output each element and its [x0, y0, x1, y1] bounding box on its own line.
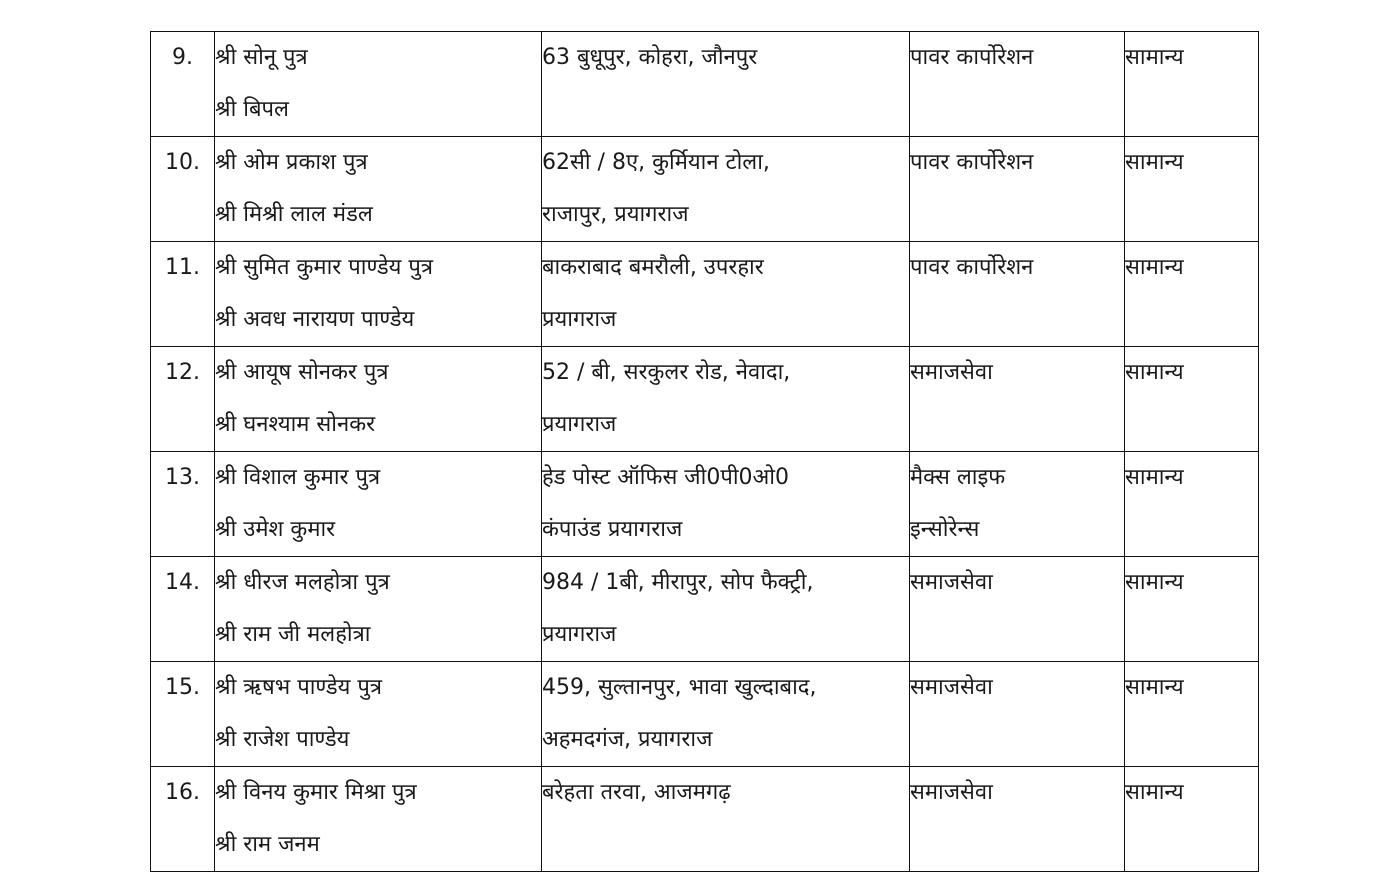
serial-number-cell — [151, 767, 215, 872]
organization-line-2 — [910, 819, 1124, 871]
serial-number-cell — [151, 347, 215, 452]
table-row — [151, 557, 1259, 662]
table-row — [151, 137, 1259, 242]
address-cell — [542, 137, 910, 242]
address-line-2: प्रयागराज — [542, 622, 617, 647]
serial-number-cell — [151, 662, 215, 767]
table-row — [151, 662, 1259, 767]
category: सामान्य — [1125, 150, 1184, 175]
organization-line-2: इन्सोरेन्स — [910, 517, 980, 542]
organization-cell — [910, 242, 1125, 347]
address-line-2: प्रयागराज — [542, 412, 617, 437]
address-line-1: 984 / 1बी, मीरापुर, सोप फैक्ट्री, — [542, 570, 814, 595]
organization-line-1: पावर कार्पोरेशन — [910, 255, 1034, 280]
address-line-2: प्रयागराज — [542, 307, 617, 332]
father-name: श्री घनश्याम सोनकर — [215, 412, 376, 437]
address-cell — [542, 242, 910, 347]
serial-number: 11. — [165, 255, 200, 280]
serial-number-cell — [151, 557, 215, 662]
address-line-2: अहमदगंज, प्रयागराज — [542, 727, 713, 752]
serial-number: 15. — [165, 675, 200, 700]
table-row — [151, 32, 1259, 137]
table-row — [151, 452, 1259, 557]
organization-line-2 — [910, 714, 1124, 766]
name-cell — [215, 347, 542, 452]
organization-line-1: पावर कार्पोरेशन — [910, 45, 1034, 70]
father-name: श्री मिश्री लाल मंडल — [215, 202, 373, 227]
table-row — [151, 242, 1259, 347]
category-cell — [1125, 557, 1259, 662]
address-line-1: 459, सुल्तानपुर, भावा खुल्दाबाद, — [542, 675, 817, 700]
organization-cell — [910, 557, 1125, 662]
name-cell — [215, 557, 542, 662]
organization-line-1: समाजसेवा — [910, 570, 993, 595]
address-line-2 — [542, 84, 909, 136]
address-cell — [542, 557, 910, 662]
organization-line-1: समाजसेवा — [910, 360, 993, 385]
address-line-2: राजापुर, प्रयागराज — [542, 202, 689, 227]
address-line-1: 52 / बी, सरकुलर रोड, नेवादा, — [542, 360, 791, 385]
serial-number: 9. — [172, 45, 193, 70]
records-table — [150, 31, 1259, 872]
serial-number: 14. — [165, 570, 200, 595]
name-cell — [215, 242, 542, 347]
serial-number-cell — [151, 137, 215, 242]
father-name: श्री राम जनम — [215, 832, 320, 857]
address-line-2: कंपाउंड प्रयागराज — [542, 517, 683, 542]
organization-line-1: समाजसेवा — [910, 675, 993, 700]
father-name: श्री अवध नारायण पाण्डेय — [215, 307, 415, 332]
name-cell — [215, 32, 542, 137]
name-cell — [215, 662, 542, 767]
category: सामान्य — [1125, 675, 1184, 700]
category-cell — [1125, 32, 1259, 137]
organization-cell — [910, 347, 1125, 452]
person-name: श्री ऋषभ पाण्डेय पुत्र — [215, 675, 383, 700]
category-cell — [1125, 137, 1259, 242]
father-name: श्री उमेश कुमार — [215, 517, 336, 542]
address-line-1: हेड पोस्ट ऑफिस जी0पी0ओ0 — [542, 465, 790, 490]
organization-line-2 — [910, 189, 1124, 241]
address-cell — [542, 452, 910, 557]
organization-line-2 — [910, 399, 1124, 451]
address-line-1: 62सी / 8ए, कुर्मियान टोला, — [542, 150, 770, 175]
address-line-1: बाकराबाद बमरौली, उपरहार — [542, 255, 764, 280]
serial-number: 16. — [165, 780, 200, 805]
serial-number: 10. — [165, 150, 200, 175]
category: सामान्य — [1125, 255, 1184, 280]
organization-cell — [910, 32, 1125, 137]
name-cell — [215, 137, 542, 242]
address-line-1: 63 बुधूपुर, कोहरा, जौनपुर — [542, 45, 758, 70]
category: सामान्य — [1125, 360, 1184, 385]
organization-cell — [910, 767, 1125, 872]
person-name: श्री सोनू पुत्र — [215, 45, 308, 70]
organization-line-1: समाजसेवा — [910, 780, 993, 805]
category-cell — [1125, 662, 1259, 767]
serial-number-cell — [151, 452, 215, 557]
serial-number: 13. — [165, 465, 200, 490]
address-cell — [542, 662, 910, 767]
category: सामान्य — [1125, 570, 1184, 595]
father-name: श्री राजेश पाण्डेय — [215, 727, 350, 752]
organization-line-1: पावर कार्पोरेशन — [910, 150, 1034, 175]
person-name: श्री विशाल कुमार पुत्र — [215, 465, 381, 490]
category: सामान्य — [1125, 45, 1184, 70]
serial-number: 12. — [165, 360, 200, 385]
person-name: श्री ओम प्रकाश पुत्र — [215, 150, 368, 175]
table-row — [151, 347, 1259, 452]
address-cell — [542, 32, 910, 137]
category-cell — [1125, 452, 1259, 557]
person-name: श्री धीरज मलहोत्रा पुत्र — [215, 570, 390, 595]
name-cell — [215, 452, 542, 557]
address-cell — [542, 767, 910, 872]
person-name: श्री विनय कुमार मिश्रा पुत्र — [215, 780, 417, 805]
address-cell — [542, 347, 910, 452]
category: सामान्य — [1125, 780, 1184, 805]
person-name: श्री सुमित कुमार पाण्डेय पुत्र — [215, 255, 434, 280]
address-line-1: बरेहता तरवा, आजमगढ़ — [542, 780, 731, 805]
organization-line-1: मैक्स लाइफ — [910, 465, 1006, 490]
category-cell — [1125, 242, 1259, 347]
category-cell — [1125, 347, 1259, 452]
records-table-body — [151, 32, 1259, 872]
father-name: श्री बिपल — [215, 97, 289, 122]
organization-cell — [910, 662, 1125, 767]
address-line-2 — [542, 819, 909, 871]
name-cell — [215, 767, 542, 872]
table-row — [151, 767, 1259, 872]
serial-number-cell — [151, 32, 215, 137]
organization-cell — [910, 452, 1125, 557]
category-cell — [1125, 767, 1259, 872]
father-name: श्री राम जी मलहोत्रा — [215, 622, 371, 647]
person-name: श्री आयूष सोनकर पुत्र — [215, 360, 389, 385]
organization-line-2 — [910, 84, 1124, 136]
serial-number-cell — [151, 242, 215, 347]
organization-line-2 — [910, 609, 1124, 661]
organization-line-2 — [910, 294, 1124, 346]
organization-cell — [910, 137, 1125, 242]
category: सामान्य — [1125, 465, 1184, 490]
